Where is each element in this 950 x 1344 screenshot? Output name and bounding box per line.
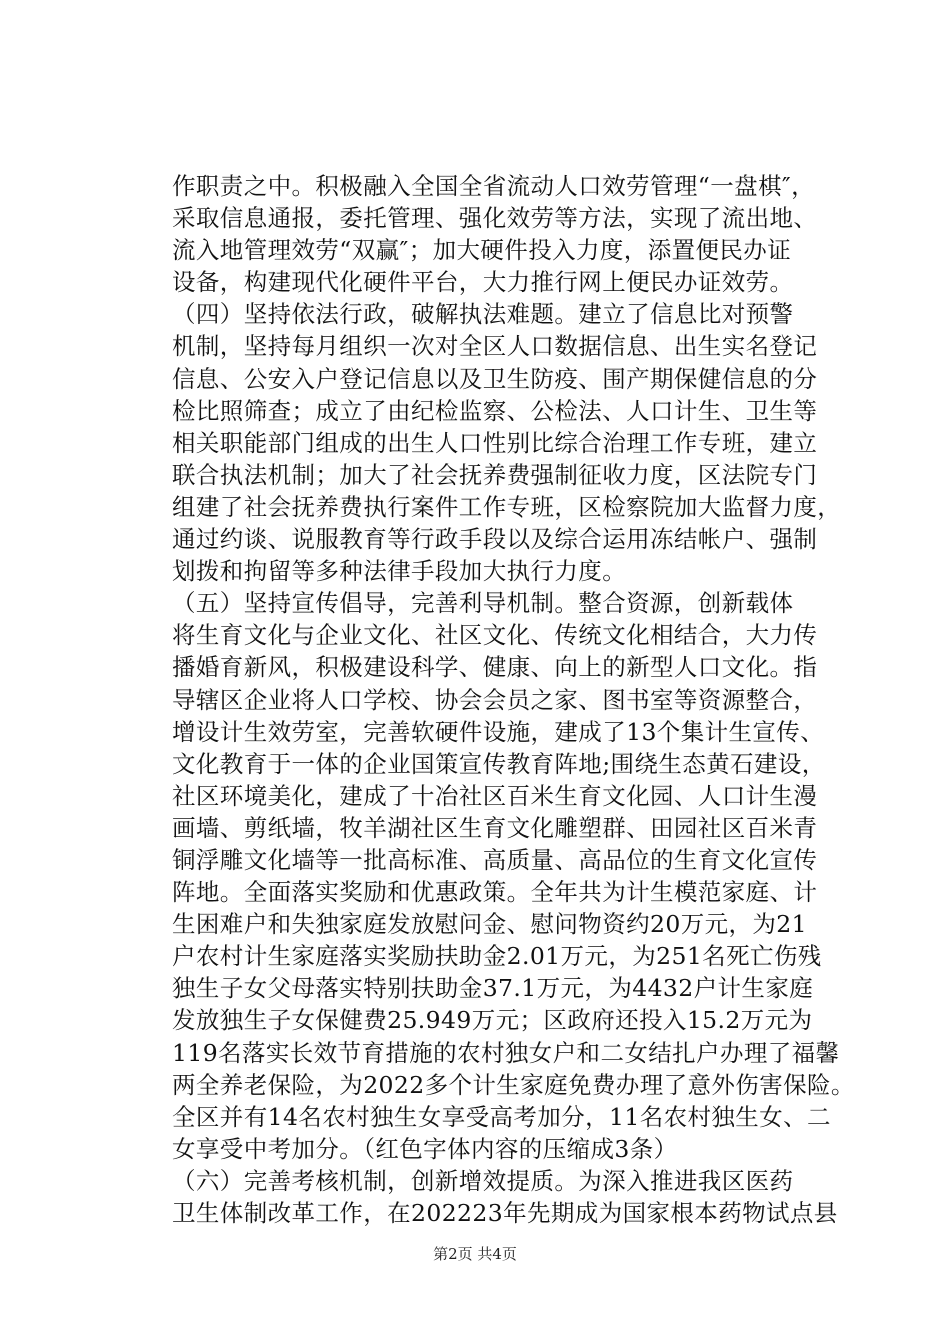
text-line: 流入地管理效劳“双赢″；加大硬件投入力度，添置便民办证 [172, 236, 792, 265]
text-line: 两全养老保险，为2022多个计生家庭免费办理了意外伤害保险。 [172, 1070, 855, 1099]
text-line: 户农村计生家庭落实奖励扶助金2.01万元，为251名死亡伤残 [172, 942, 822, 971]
paragraph-start-line: （四）坚持依法行政，破解执法难题。建立了信息比对预警 [172, 300, 794, 329]
text-line: 信息、公安入户登记信息以及卫生防疫、围产期保健信息的分 [172, 364, 818, 393]
text-line: 发放独生子女保健费25.949万元；区政府还投入15.2万元为 [172, 1006, 813, 1035]
text-line: 文化教育于一体的企业国策宣传教育阵地;围绕生态黄石建设， [172, 749, 826, 778]
text-line: 相关职能部门组成的出生人口性别比综合治理工作专班，建立 [172, 428, 818, 457]
text-line: 机制，坚持每月组织一次对全区人口数据信息、出生实名登记 [172, 332, 818, 361]
text-line: 铜浮雕文化墙等一批高标准、高质量、高品位的生育文化宣传 [172, 845, 818, 874]
text-line: 社区环境美化，建成了十冶社区百米生育文化园、人口计生漫 [172, 781, 818, 810]
text-line: 卫生体制改革工作，在202223年先期成为国家根本药物试点县 [172, 1199, 838, 1227]
text-line: 增设计生效劳室，完善软硬件设施，建成了13个集计生宣传、 [172, 717, 825, 746]
text-line: 通过约谈、说服教育等行政手段以及综合运用冻结帐户、强制 [172, 525, 818, 554]
text-line: 女享受中考加分。（红色字体内容的压缩成3条） [172, 1134, 678, 1163]
paragraph-start-line: （六）完善考核机制，创新增效提质。为深入推进我区医药 [172, 1166, 794, 1195]
text-line: 划拨和拘留等多种法律手段加大执行力度。 [172, 557, 627, 586]
text-line: 119名落实长效节育措施的农村独女户和二女结扎户办理了福馨 [172, 1038, 840, 1067]
text-line: 生困难户和失独家庭发放慰问金、慰问物资约20万元，为21 [172, 910, 808, 939]
text-line: 作职责之中。积极融入全国全省流动人口效劳管理“一盘棋″， [172, 172, 815, 200]
text-line: 将生育文化与企业文化、社区文化、传统文化相结合，大力传 [172, 621, 818, 650]
text-line: 设备，构建现代化硬件平台，大力推行网上便民办证效劳。 [172, 268, 794, 297]
text-line: 联合执法机制；加大了社会抚养费强制征收力度，区法院专门 [172, 460, 818, 489]
text-line: 播婚育新风，积极建设科学、健康、向上的新型人口文化。指 [172, 653, 818, 682]
text-line: 检比照筛查；成立了由纪检监察、公检法、人口计生、卫生等 [172, 396, 818, 425]
document-body [172, 170, 855, 1229]
text-line: 画墙、剪纸墙，牧羊湖社区生育文化雕塑群、田园社区百米青 [172, 813, 818, 842]
text-line: 组建了社会抚养费执行案件工作专班，区检察院加大监督力度， [172, 492, 842, 521]
page-footer: 第2页 共4页 [433, 1245, 517, 1263]
text-line: 导辖区企业将人口学校、协会会员之家、图书室等资源整合， [172, 685, 818, 714]
text-line: 独生子女父母落实特别扶助金37.1万元，为4432户计生家庭 [172, 974, 814, 1003]
text-line: 全区并有14名农村独生女享受高考加分，11名农村独生女、二 [172, 1102, 831, 1131]
paragraph-start-line: （五）坚持宣传倡导，完善利导机制。整合资源，创新载体 [172, 589, 794, 618]
text-line: 阵地。全面落实奖励和优惠政策。全年共为计生模范家庭、计 [172, 878, 818, 907]
text-line: 采取信息通报，委托管理、强化效劳等方法，实现了流出地、 [172, 204, 818, 233]
